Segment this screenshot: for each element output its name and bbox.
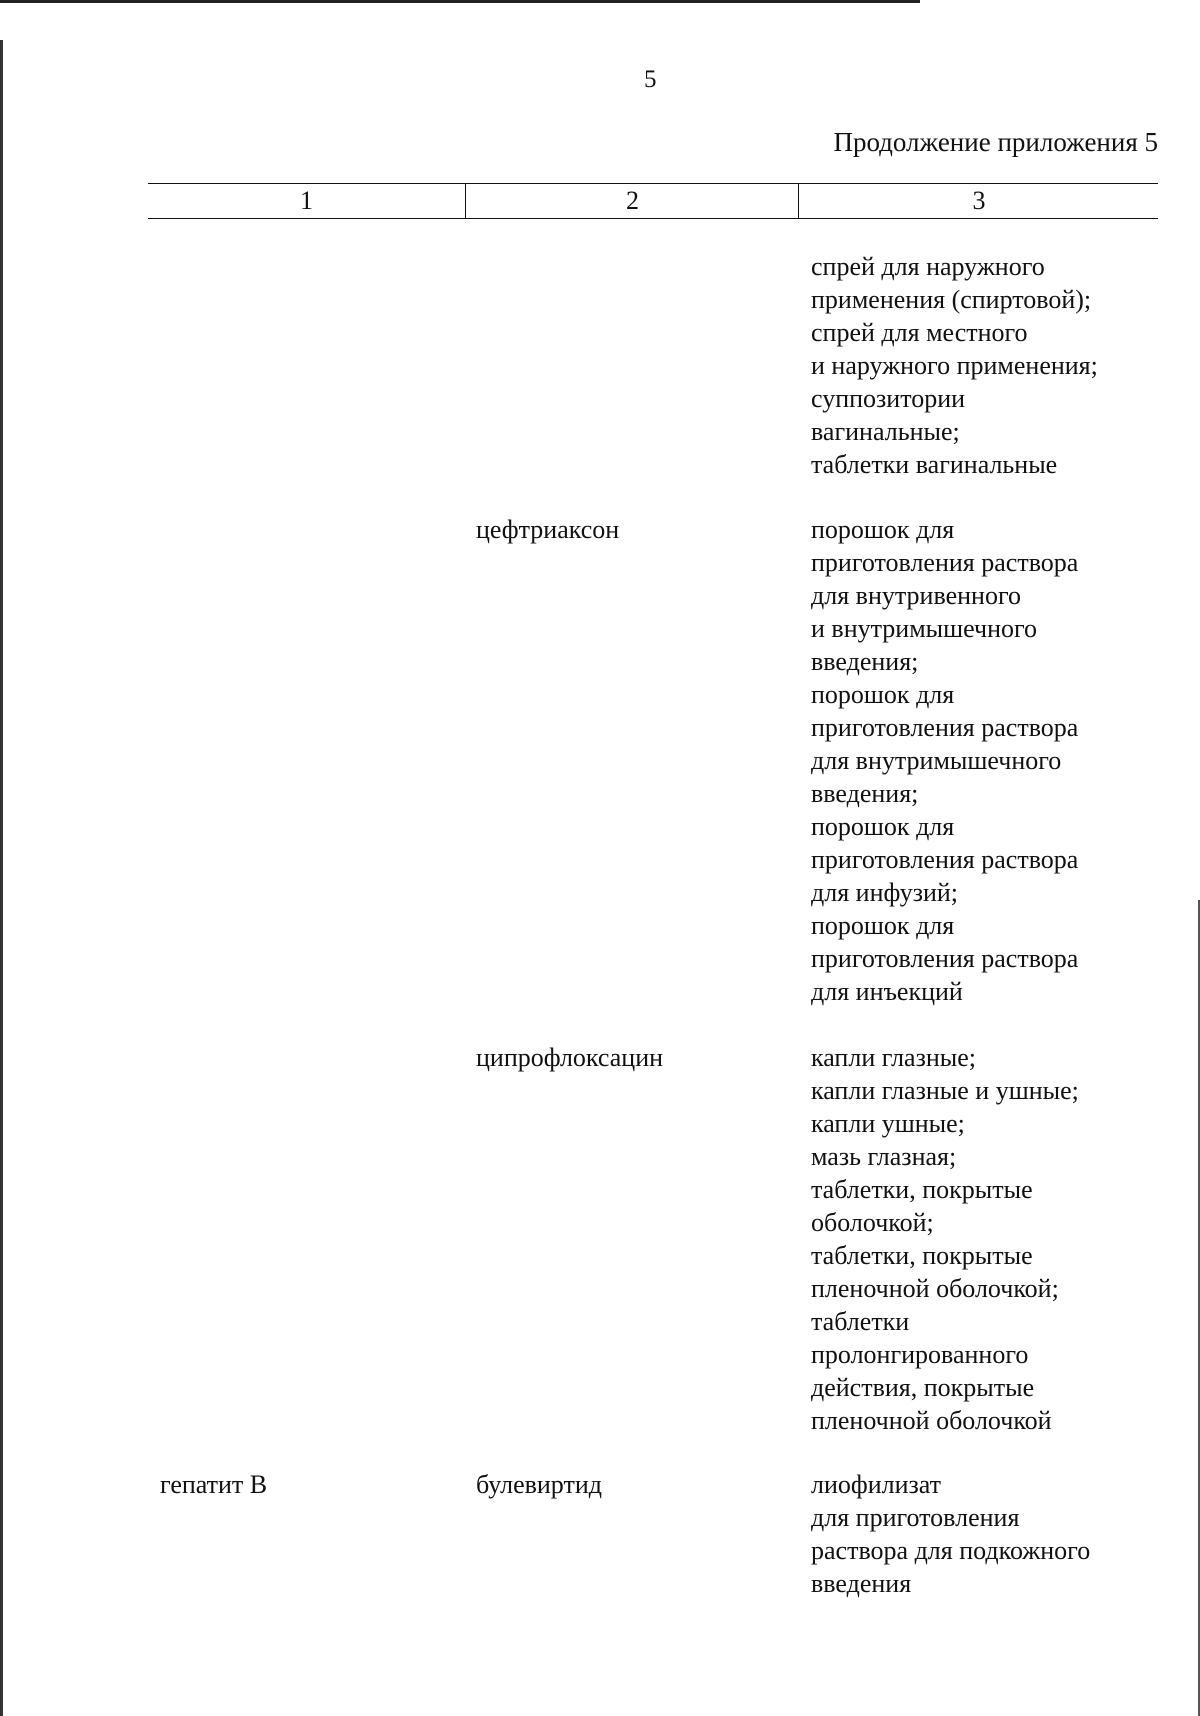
row-3-forms: лиофилизат для приготовления раствора для подкожного введения — [811, 1470, 1091, 1598]
header-col-3: 3 — [798, 184, 1159, 218]
header-col-2: 2 — [465, 184, 799, 218]
scan-edge-left — [0, 40, 3, 1716]
row-1-drug: цефтриаксон — [476, 515, 620, 544]
row-2-drug: ципрофлоксацин — [476, 1043, 664, 1072]
row-3-drug: булевиртид — [476, 1470, 602, 1499]
scan-edge-top — [0, 0, 920, 3]
row-3-disease: гепатит B — [160, 1470, 268, 1499]
page-number: 5 — [644, 66, 657, 93]
table-header-row — [148, 183, 1158, 219]
header-col-1: 1 — [300, 186, 313, 215]
row-1-forms: порошок для приготовления раствора для внутривенного и внутримышечного введения; порошок для приготовления раствора для внутримышечного введения; порошок для приготовления раствора для инфузий; порошок для приготовления раствора для инъекций — [811, 515, 1079, 1006]
row-2-forms: капли глазные; капли глазные и ушные; капли ушные; мазь глазная; таблетки, покрытые оболочкой; таблетки, покрытые пленочной оболочкой; таблетки пролонгированного действия, покрытые пленочной оболочкой — [811, 1043, 1079, 1435]
row-0-forms: спрей для наружного применения (спиртовой); спрей для местного и наружного применения; суппозитории вагинальные; таблетки вагинальные — [811, 252, 1098, 479]
continuation-label: Продолжение приложения 5 — [833, 127, 1158, 157]
